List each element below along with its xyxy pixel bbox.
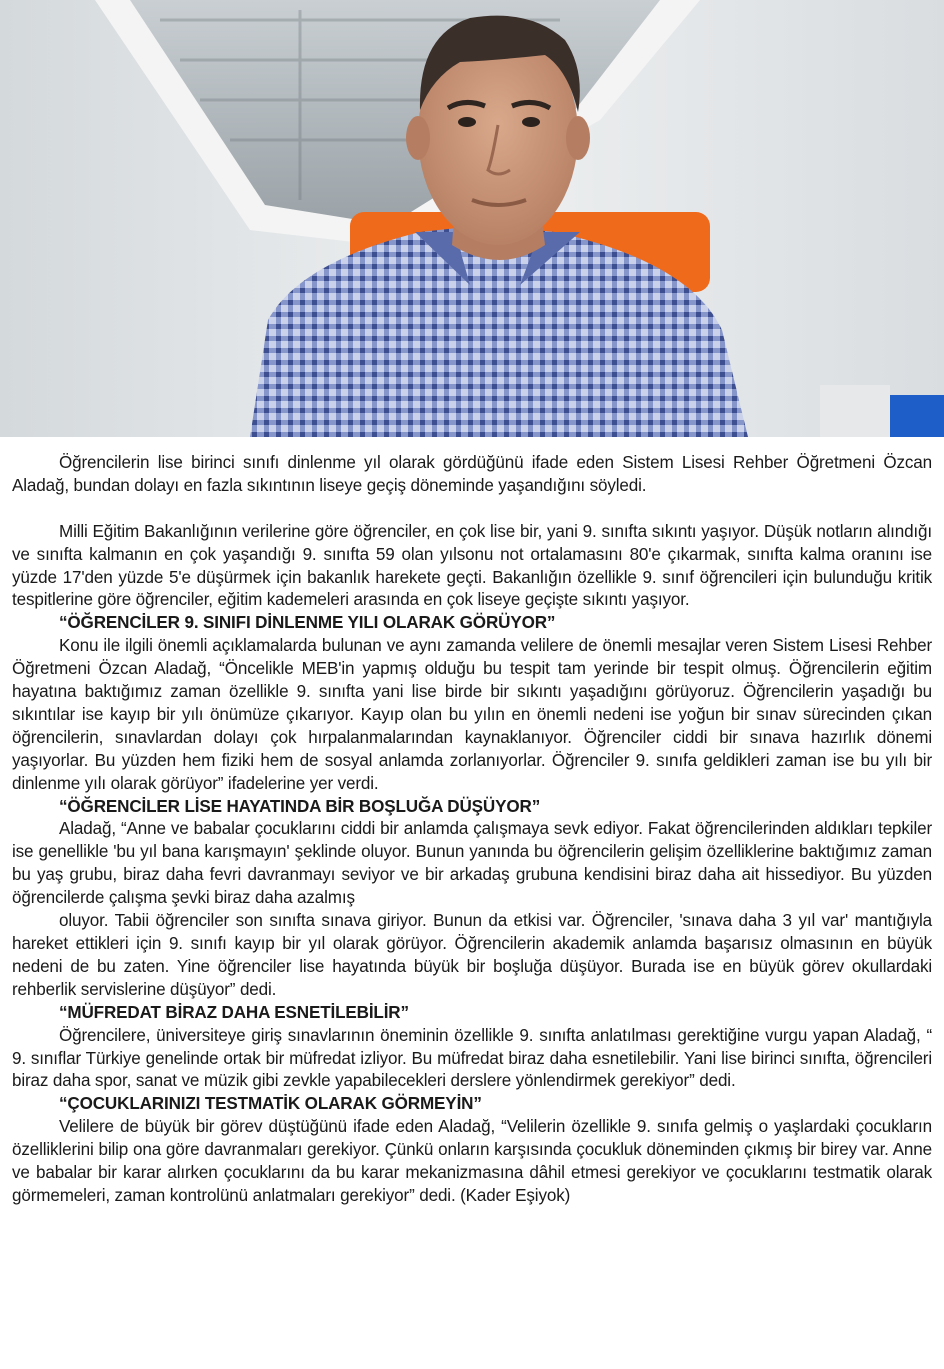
paragraph-curriculum: Öğrencilere, üniversiteye giriş sınavlarının öneminin özellikle 9. sınıfta anlatılması gerektiğine vurgu yapan Aladağ, “ 9. sınıflar Türkiye genelinde ortak bir müfredat izliyor. Bu müfredat biraz daha esnetilebilir. Yani lise birinci sınıfta, öğrencileri biraz daha spor, sanat ve müzik gibi zevkle yapabilecekleri derslere yönlendirmek gerekiyor” dedi.: [12, 1025, 932, 1091]
paragraph-aladag-statement: Konu ile ilgili önemli açıklamalarda bulunan ve aynı zamanda velilere de önemli mesajlar veren Sistem Lisesi Rehber Öğretmeni Özcan Aladağ, “Öncelikle MEB'in yapmış olduğu bu tespit tam yerinde bir tespit olmuş. Öğrencilerin eğitim hayatına baktığımız zaman özellikle 9. sınıfta yani lise birde bir sıkıntı yaşadığını görüyoruz. Öğrencilerin yaşadığı bu sıkıntılar ise kayıp bir yılı önümüze çıkarıyor. Kayıp olan bu yılın en önemli nedeni ise yoğun bir sınav sürecinden çıkan öğrencilerin, sınavlardan dolayı çok hırpalanmalarından kaynaklanıyor. Öğrenciler ciddi bir sınava hazırlık dönemi yaşıyorlar. Bu yüzden hem fiziki hem de sosyal anlamda zorlanıyorlar. Öğrenciler 9. sınıfa geldikleri zaman ise bu yılı bir dinlenme yılı olarak görüyor” ifadelerine yer verdi.: [12, 636, 932, 793]
article-body: [12, 452, 932, 1208]
paragraph-ministry-data: Milli Eğitim Bakanlığının verilerine göre öğrenciler, en çok lise bir, yani 9. sınıfta sıkıntı yaşıyor. Düşük notların alındığı ve sınıfta kalmanın en çok yaşandığı 9. sınıfta 59 olan yılsonu not ortalamasını 80'e çıkarmak, sınıfta kalma oranını ise yüzde 17'den yüzde 5'e düşürmek için bakanlık harekete geçti. Bakanlığın özellikle 9. sınıf öğrencileri için bulunduğu kritik tespitlerine göre öğrenciler, eğitim kademeleri arasında en çok liseye geçişte sıkıntı yaşıyor.: [12, 521, 932, 610]
subheading-gap-in-high-school: “ÖĞRENCİLER LİSE HAYATINDA BİR BOŞLUĞA DÜŞÜYOR”: [59, 796, 541, 816]
subheading-testmatik: “ÇOCUKLARINIZI TESTMATİK OLARAK GÖRMEYİN”: [59, 1094, 482, 1114]
paragraph-parents-role: Velilere de büyük bir görev düştüğünü ifade eden Aladağ, “Velilerin özellikle 9. sınıfa gelmiş o yaşlardaki çocukların özelliklerini bilip ona göre davranmaları gerekiyor. Çünkü onların karşısında çocukluk döneminden çıkmış bir birey var. Anne ve babalar bir karar alırken çocuklarını da bu karar mekanizmasına dâhil etmesi gerekiyor ve çocuklarını testmatik olarak görmemeleri, zaman kontrolünü anlatmaları gerekiyor” dedi. (Kader Eşiyok): [12, 1117, 932, 1205]
subheading-curriculum: “MÜFREDAT BİRAZ DAHA ESNETİLEBİLİR”: [59, 1002, 409, 1022]
article-photo: [0, 0, 944, 437]
paragraph-intro: Öğrencilerin lise birinci sınıfı dinlenme yıl olarak gördüğünü ifade eden Sistem Lisesi Rehber Öğretmeni Özcan Aladağ, bundan dolayı en fazla sıkıntının liseye geçiş döneminde yaşandığını söyledi.: [12, 453, 932, 495]
paragraph-parents-motivation: Aladağ, “Anne ve babalar çocuklarını ciddi bir anlamda çalışmaya sevk ediyor. Fakat öğrencilerinden aldıkları tepkiler ise genellikle 'bu yıl bana karışmayın' şeklinde oluyor. Bunun yanında bu öğrencilerin gelişim özelliklerine baktığımız zaman bu yaş grubu, biraz daha fevri davranmayı seviyor ve bir arkadaş grubuna kendisini biraz daha ait hissediyor. Bu yüzden öğrencilerde çalışma şevki biraz daha azalmış: [12, 819, 932, 908]
portrait-photo-svg: [0, 0, 944, 437]
subheading-rest-year: “ÖĞRENCİLER 9. SINIFI DİNLENME YILI OLARAK GÖRÜYOR”: [59, 613, 556, 633]
paragraph-lost-year: oluyor. Tabii öğrenciler son sınıfta sınava giriyor. Bunun da etkisi var. Öğrenciler, 'sınava daha 3 yıl var' mantığıyla hareket ettikleri için 9. sınıfı kayıp bir yıl olarak görüyor. Öğrencilerin akademik anlamda başarısız olmasının en büyük nedeni de bu zaten. Yine öğrenciler lise hayatında büyük bir boşluğa düşüyor. Burada ise en büyük görev okullardaki rehberlik servislerine düşüyor” dedi.: [12, 911, 932, 999]
